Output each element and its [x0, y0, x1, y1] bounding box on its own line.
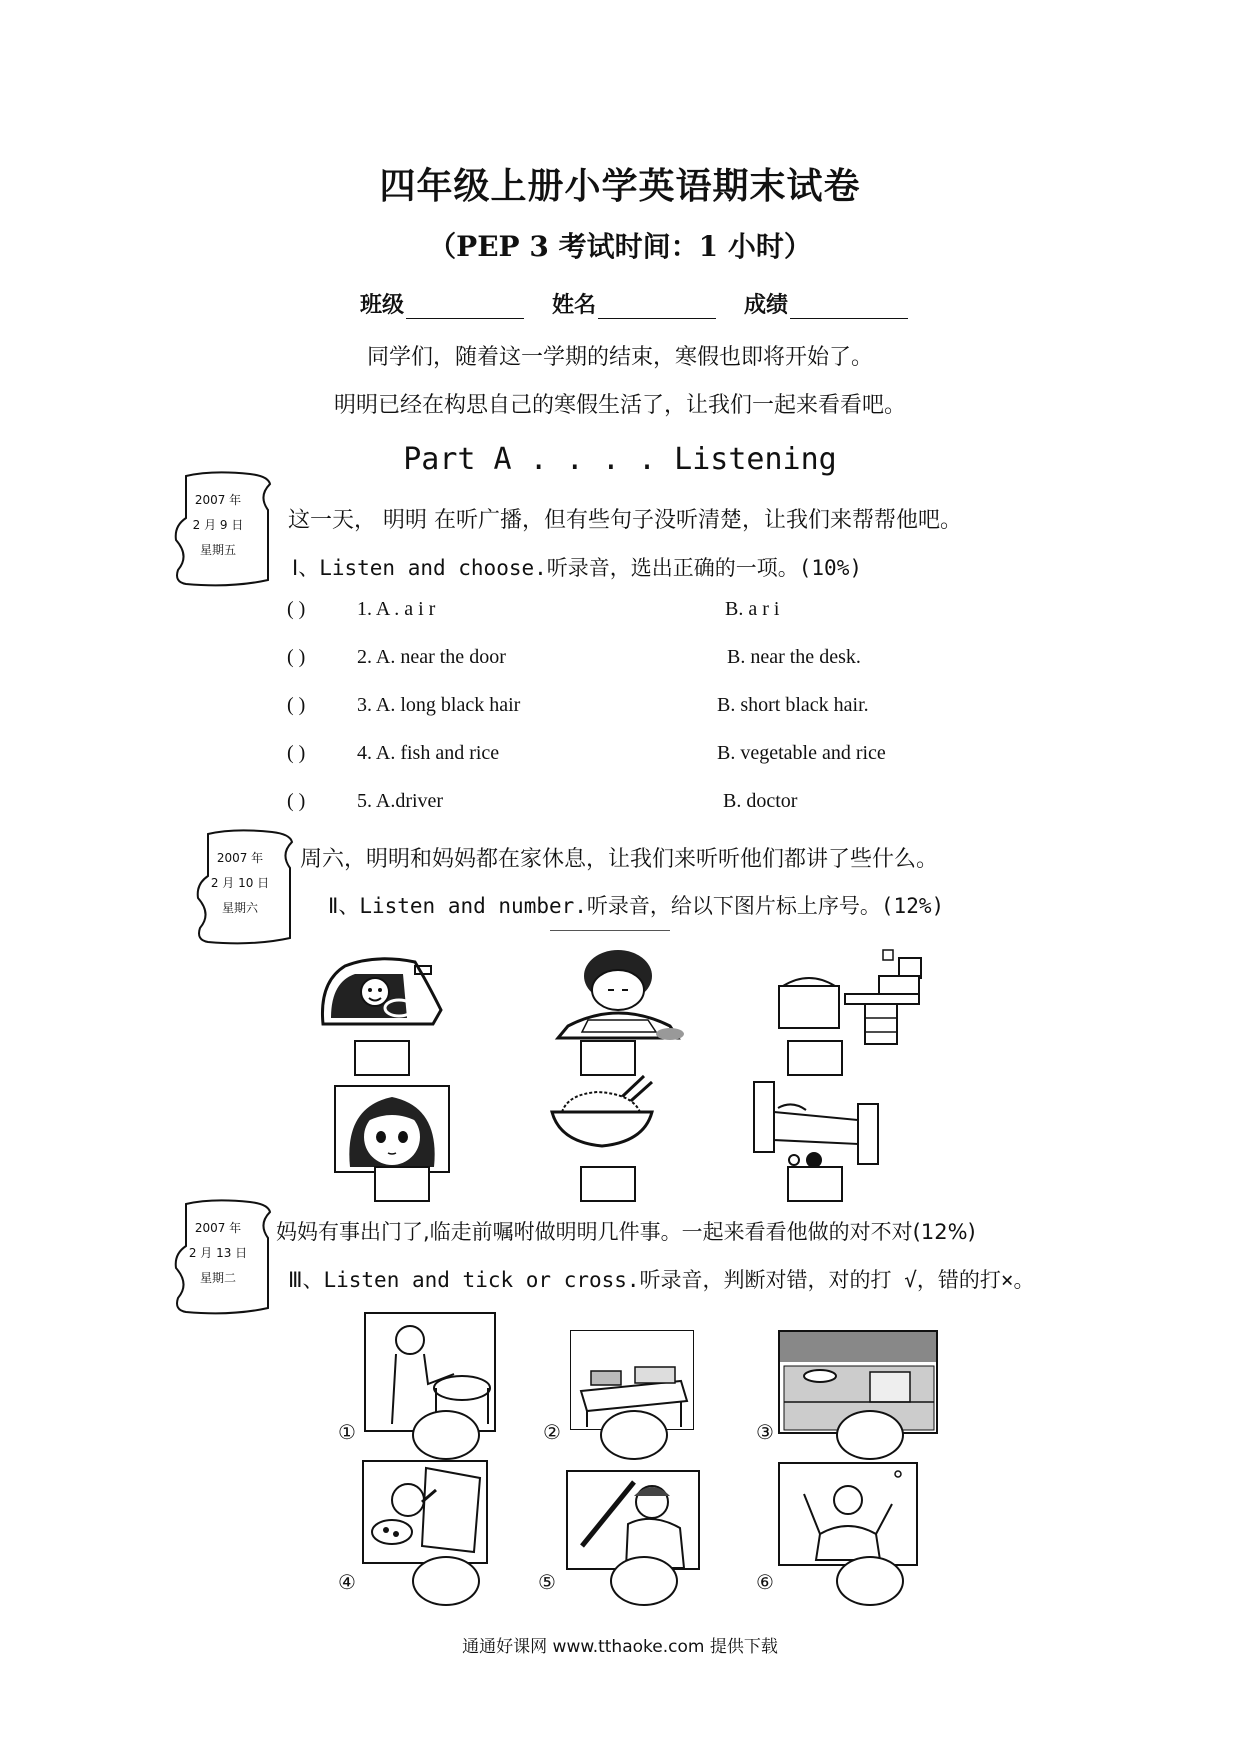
footer-credit: 通通好课网 www.tthaoke.com 提供下载 [462, 1637, 778, 1657]
date-year: 2007 年 [216, 851, 264, 865]
answer-paren[interactable]: ( ) [287, 646, 306, 668]
item-number-3: ③ [756, 1420, 774, 1444]
picture-frame-4 [362, 1460, 488, 1564]
driver-car-picture [315, 952, 445, 1032]
item-number-2: ② [543, 1420, 561, 1444]
section2-instruction: Ⅱ、Listen and number.听录音，给以下图片标上序号。(12%) [328, 894, 945, 918]
answer-oval-6[interactable] [836, 1556, 904, 1606]
answer-box-2[interactable] [580, 1040, 636, 1076]
date-year: 2007 年 [194, 1221, 242, 1235]
picture-frame-6 [778, 1462, 918, 1566]
boy-waving-picture [780, 1464, 916, 1564]
score-field [744, 288, 908, 319]
date-weekday: 星期六 [221, 901, 258, 915]
intro-line-1: 同学们，随着这一学期的结束，寒假也即将开始了。 [366, 345, 873, 370]
answer-paren[interactable]: ( ) [287, 790, 306, 812]
name-blank[interactable] [598, 294, 716, 319]
intro-line-2: 明明已经在构思自己的寒假生活了，让我们一起来看看吧。 [333, 393, 906, 418]
option-b: B. vegetable and rice [717, 742, 886, 764]
page-subtitle: （PEP 3 考试时间：1 小时） [428, 230, 812, 263]
page-title: 四年级上册小学英语期末试卷 [379, 166, 861, 207]
answer-box-3[interactable] [787, 1040, 843, 1076]
date-tag-1 [172, 470, 272, 588]
section2-story: 周六，明明和妈妈都在家休息，让我们来听听他们都讲了些什么。 [300, 847, 939, 872]
answer-box-1[interactable] [354, 1040, 410, 1076]
score-blank[interactable] [790, 294, 908, 319]
rice-bowl-picture [548, 1072, 656, 1152]
date-year: 2007 年 [194, 493, 242, 507]
item-number-5: ⑤ [538, 1570, 556, 1594]
item-number-6: ⑥ [756, 1570, 774, 1594]
date-day: 2 月 13 日 [188, 1246, 248, 1260]
painting-picture [364, 1462, 486, 1562]
bed-ball-picture [748, 1074, 888, 1174]
baseball-player-picture [568, 1472, 698, 1568]
option-a: 5. A.driver [357, 790, 444, 812]
answer-oval-4[interactable] [412, 1556, 480, 1606]
section3-story: 妈妈有事出门了,临走前嘱咐做明明几件事。一起来看看他做的对不对(12%) [276, 1220, 976, 1244]
answer-oval-3[interactable] [836, 1410, 904, 1460]
section1-story: 这一天， 明明 在听广播，但有些句子没听清楚，让我们来帮帮他吧。 [288, 508, 962, 533]
item-number-1: ① [338, 1420, 356, 1444]
class-label: 班级 [360, 293, 405, 318]
answer-oval-5[interactable] [610, 1556, 678, 1606]
answer-box-6[interactable] [787, 1166, 843, 1202]
student-info-fields [360, 288, 908, 319]
picture-frame-5 [566, 1470, 700, 1570]
boy-reading-picture [548, 946, 688, 1042]
date-tag-2 [194, 828, 294, 946]
item-number-4: ④ [338, 1570, 356, 1594]
question-row [287, 742, 1007, 770]
question-row [287, 694, 1007, 722]
date-weekday: 星期二 [199, 1271, 236, 1285]
part-a-title: Part A . . . . Listening [403, 442, 837, 477]
section3-instruction: Ⅲ、Listen and tick or cross.听录音，判断对错，对的打 √，错的打×。 [288, 1268, 1035, 1292]
date-weekday: 星期五 [199, 543, 236, 557]
class-field [360, 288, 524, 319]
question-row [287, 598, 1007, 626]
section1-instruction: Ⅰ、Listen and choose.听录音，选出正确的一项。(10%) [292, 556, 862, 580]
option-a: 4. A. fish and rice [357, 742, 500, 764]
option-a: 3. A. long black hair [357, 694, 521, 716]
name-label: 姓名 [552, 293, 597, 318]
divider-line [550, 930, 670, 931]
girl-face-frame [334, 1085, 450, 1173]
question-row [287, 646, 1007, 674]
name-field [552, 288, 716, 319]
answer-oval-2[interactable] [600, 1410, 668, 1460]
option-a: 1. A . a i r [357, 598, 436, 620]
score-label: 成绩 [744, 293, 789, 318]
question-row [287, 790, 1007, 818]
class-blank[interactable] [406, 294, 524, 319]
option-b: B. a r i [725, 598, 780, 620]
option-b: B. doctor [723, 790, 798, 812]
bedroom-desk-picture [775, 946, 925, 1046]
date-day: 2 月 9 日 [192, 518, 244, 532]
answer-paren[interactable]: ( ) [287, 598, 306, 620]
option-b: B. short black hair. [717, 694, 869, 716]
option-b: B. near the desk. [727, 646, 861, 668]
date-tag-3 [172, 1198, 272, 1316]
answer-paren[interactable]: ( ) [287, 742, 306, 764]
date-day: 2 月 10 日 [210, 876, 270, 890]
answer-box-4[interactable] [374, 1166, 430, 1202]
answer-box-5[interactable] [580, 1166, 636, 1202]
option-a: 2. A. near the door [357, 646, 506, 668]
girl-face-picture [336, 1087, 448, 1171]
answer-oval-1[interactable] [412, 1410, 480, 1460]
answer-paren[interactable]: ( ) [287, 694, 306, 716]
